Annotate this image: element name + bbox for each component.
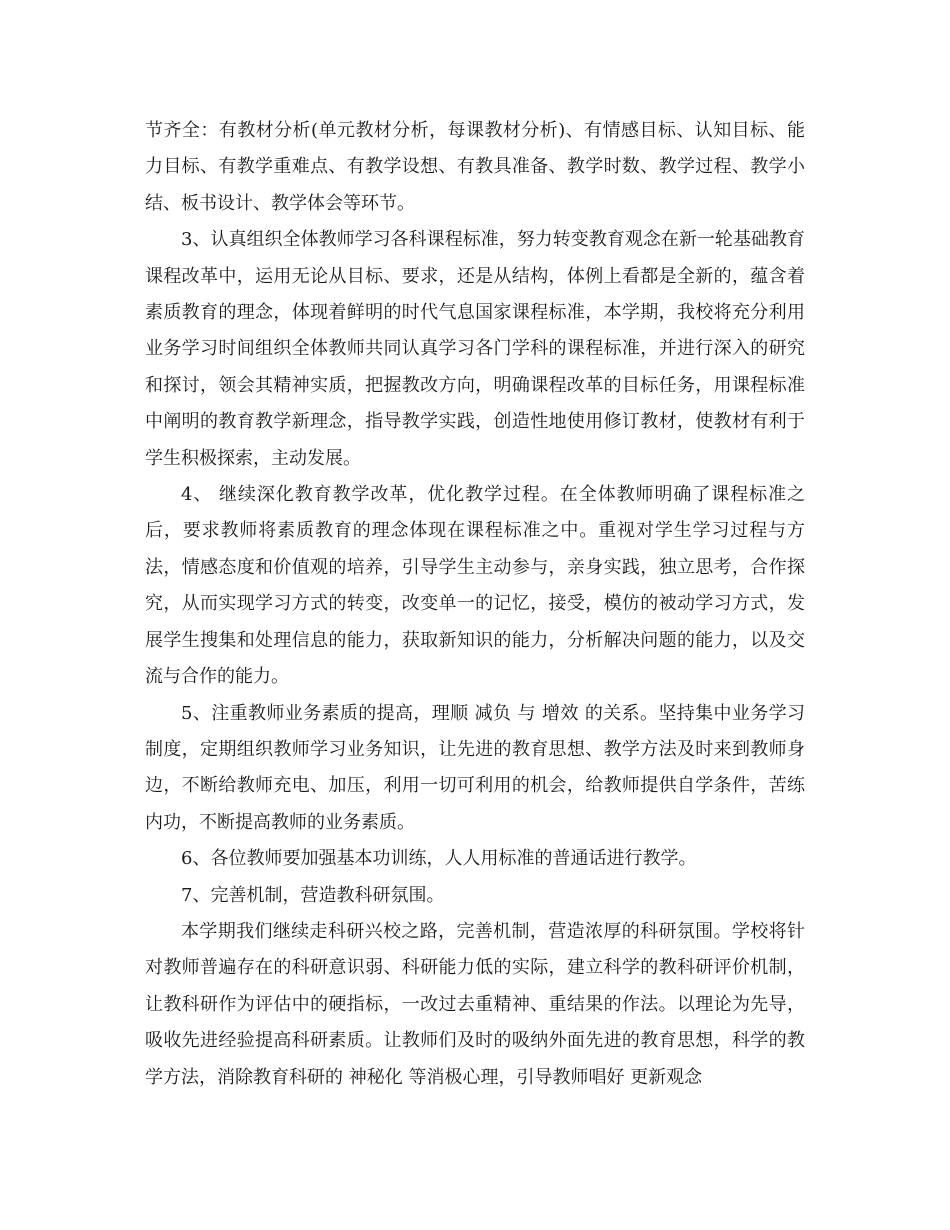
paragraph-7: 本学期我们继续走科研兴校之路，完善机制，营造浓厚的科研氛围。学校将针对教师普遍存在的科研意识弱、科研能力低的实际，建立科学的教科研评价机制，让教科研作为评估中的硬指标，一改过去重精神、重结果的作法。以理论为先导，吸收先进经验提高科研素质。让教师们及时的吸纳外面先进的教育思想，科学的教学方法，消除教育科研的 神秘化 等消极心理，引导教师唱好 更新观念 xyxy=(145,920,805,1088)
paragraph-1: 节齐全：有教材分析(单元教材分析，每课教材分析)、有情感目标、认知目标、能力目标、有教学重难点、有教学设想、有教具准备、教学时数、教学过程、教学小结、板书设计、教学体会等环节。 xyxy=(145,120,805,214)
paragraph-4: 5、注重教师业务素质的提高，理顺 减负 与 增效 的关系。坚持集中业务学习制度，定期组织教师学习业务知识，让先进的教育思想、教学方法及时来到教师身边，不断给教师充电、加压，利用一切可利用的机会，给教师提供自学条件，苦练内功，不断提高教师的业务素质。 xyxy=(145,702,805,833)
paragraph-2: 3、认真组织全体教师学习各科课程标准，努力转变教育观念在新一轮基础教育课程改革中，运用无论从目标、要求，还是从结构，体例上看都是全新的，蕴含着素质教育的理念，体现着鲜明的时代气息国家课程标准，本学期，我校将充分利用业务学习时间组织全体教师共同认真学习各门学科的课程标准，并进行深入的研究和探讨，领会其精神实质，把握教改方向，明确课程改革的目标任务，用课程标准中阐明的教育教学新理念，指导教学实践，创造性地使用修订教材，使教材有利于学生积极探索，主动发展。 xyxy=(145,229,805,469)
paragraph-5: 6、各位教师要加强基本功训练，人人用标准的普通话进行教学。 xyxy=(181,848,697,870)
document-body xyxy=(145,113,805,1096)
paragraph-6: 7、完善机制，营造教科研氛围。 xyxy=(181,884,445,906)
paragraph-3: 4、 继续深化教育教学改革，优化教学过程。在全体教师明确了课程标准之后，要求教师将素质教育的理念体现在课程标准之中。重视对学生学习过程与方法，情感态度和价值观的培养，引导学生主动参与，亲身实践，独立思考，合作探究，从而实现学习方式的转变，改变单一的记忆，接受，模仿的被动学习方式，发展学生搜集和处理信息的能力，获取新知识的能力，分析解决问题的能力，以及交流与合作的能力。 xyxy=(145,484,805,688)
